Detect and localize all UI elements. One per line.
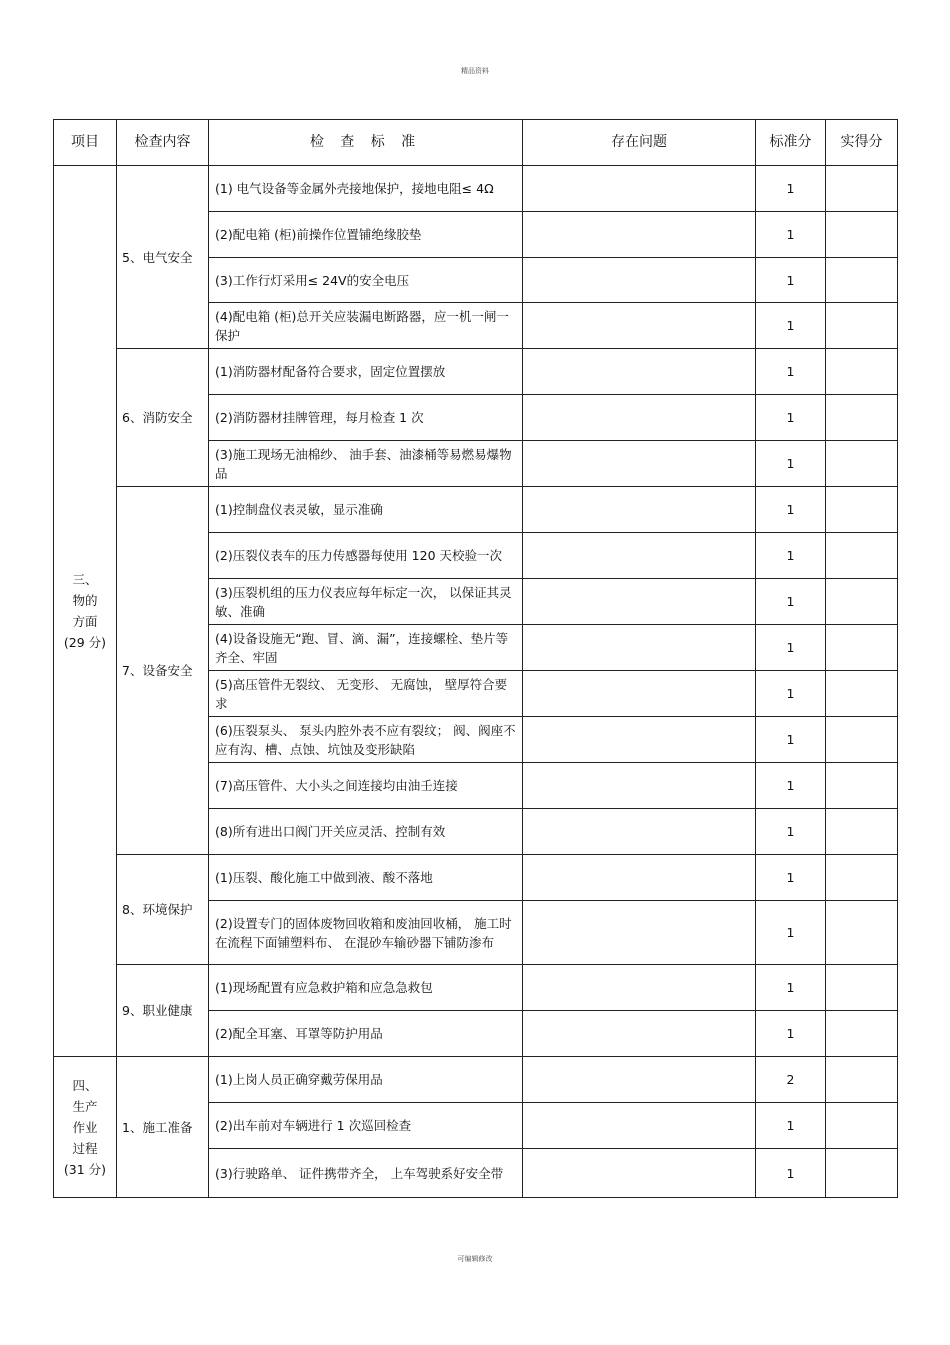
criterion-cell: (4)配电箱 (柜)总开关应装漏电断路器，应一机一闸一保护 [209, 303, 523, 349]
page-header-note: 精品资料 [461, 67, 489, 75]
category-cell: 6、消防安全 [117, 349, 209, 487]
standard-score-cell: 1 [756, 349, 826, 395]
criterion-cell: (7)高压管件、大小头之间连接均由油壬连接 [209, 763, 523, 809]
standard-score-cell: 1 [756, 763, 826, 809]
table-row [54, 965, 898, 1011]
actual-score-cell[interactable] [826, 1149, 898, 1198]
actual-score-cell[interactable] [826, 1057, 898, 1103]
criterion-cell: (1)现场配置有应急救护箱和应急急救包 [209, 965, 523, 1011]
project-label-line: 四、 [72, 1077, 98, 1093]
project-label-line: 方面 [72, 614, 98, 629]
actual-score-cell[interactable] [826, 166, 898, 212]
category-cell: 5、电气安全 [117, 166, 209, 349]
issues-cell[interactable] [523, 487, 756, 533]
actual-score-cell[interactable] [826, 349, 898, 395]
actual-score-cell[interactable] [826, 487, 898, 533]
actual-score-cell[interactable] [826, 258, 898, 303]
criterion-cell: (2)消防器材挂牌管理，每月检查 1 次 [209, 395, 523, 441]
standard-score-cell: 1 [756, 212, 826, 258]
page-footer-note: 可编辑修改 [457, 1255, 493, 1263]
criterion-cell: (3)压裂机组的压力仪表应每年标定一次， 以保证其灵敏、准确 [209, 579, 523, 625]
criterion-cell: (1)控制盘仪表灵敏，显示准确 [209, 487, 523, 533]
standard-score-cell: 1 [756, 395, 826, 441]
actual-score-cell[interactable] [826, 625, 898, 671]
standard-score-cell: 1 [756, 965, 826, 1011]
project-label-line: (31 分) [63, 1161, 107, 1177]
table-row [54, 349, 898, 395]
actual-score-cell[interactable] [826, 855, 898, 901]
actual-score-cell[interactable] [826, 1103, 898, 1149]
issues-cell[interactable] [523, 717, 756, 763]
header-issues: 存在问题 [523, 120, 756, 166]
issues-cell[interactable] [523, 855, 756, 901]
criterion-cell: (2)设置专门的固体废物回收箱和废油回收桶， 施工时在流程下面铺塑料布、 在混砂车输砂器下铺防渗布 [209, 901, 523, 965]
actual-score-cell[interactable] [826, 212, 898, 258]
actual-score-cell[interactable] [826, 809, 898, 855]
criterion-cell: (3)行驶路单、 证件携带齐全， 上车驾驶系好安全带 [209, 1149, 523, 1198]
criterion-cell: (4)设备设施无“跑、冒、滴、漏”，连接螺栓、垫片等齐全、牢固 [209, 625, 523, 671]
header-standard: 检 查 标 准 [209, 120, 523, 166]
table-row [54, 166, 898, 212]
header-standard-score: 标准分 [756, 120, 826, 166]
header-content: 检查内容 [117, 120, 209, 166]
category-cell: 1、施工准备 [117, 1057, 209, 1198]
actual-score-cell[interactable] [826, 441, 898, 487]
project-label-line: 三、 [72, 572, 98, 587]
standard-score-cell: 1 [756, 579, 826, 625]
table-row [54, 487, 898, 533]
issues-cell[interactable] [523, 303, 756, 349]
issues-cell[interactable] [523, 212, 756, 258]
issues-cell[interactable] [523, 258, 756, 303]
criterion-cell: (2)配全耳塞、耳罩等防护用品 [209, 1011, 523, 1057]
project-cell [54, 1057, 117, 1198]
criterion-cell: (1)压裂、酸化施工中做到液、酸不落地 [209, 855, 523, 901]
criterion-cell: (2)出车前对车辆进行 1 次巡回检查 [209, 1103, 523, 1149]
issues-cell[interactable] [523, 625, 756, 671]
standard-score-cell: 1 [756, 717, 826, 763]
standard-score-cell: 1 [756, 1103, 826, 1149]
standard-score-cell: 1 [756, 809, 826, 855]
issues-cell[interactable] [523, 441, 756, 487]
issues-cell[interactable] [523, 1149, 756, 1198]
actual-score-cell[interactable] [826, 303, 898, 349]
criterion-cell: (1) 电气设备等金属外壳接地保护，接地电阻≤ 4Ω [209, 166, 523, 212]
table-row [54, 1057, 898, 1103]
criterion-cell: (6)压裂泵头、 泵头内腔外表不应有裂纹； 阀、阀座不应有沟、槽、点蚀、坑蚀及变形缺陷 [209, 717, 523, 763]
issues-cell[interactable] [523, 395, 756, 441]
actual-score-cell[interactable] [826, 763, 898, 809]
project-label-line: 物的 [72, 593, 98, 608]
actual-score-cell[interactable] [826, 533, 898, 579]
inspection-table [53, 119, 898, 1198]
standard-score-cell: 1 [756, 303, 826, 349]
project-label-line: 过程 [72, 1140, 98, 1156]
actual-score-cell[interactable] [826, 395, 898, 441]
category-cell: 8、环境保护 [117, 855, 209, 965]
criterion-cell: (1)消防器材配备符合要求，固定位置摆放 [209, 349, 523, 395]
issues-cell[interactable] [523, 809, 756, 855]
standard-score-cell: 1 [756, 625, 826, 671]
standard-score-cell: 1 [756, 901, 826, 965]
project-label-line: 作业 [72, 1119, 98, 1135]
category-cell: 9、职业健康 [117, 965, 209, 1057]
actual-score-cell[interactable] [826, 965, 898, 1011]
project-label-line: (29 分) [63, 635, 107, 650]
standard-score-cell: 1 [756, 487, 826, 533]
standard-score-cell: 1 [756, 671, 826, 717]
actual-score-cell[interactable] [826, 671, 898, 717]
project-label-line: 生产 [72, 1098, 98, 1114]
actual-score-cell[interactable] [826, 901, 898, 965]
issues-cell[interactable] [523, 901, 756, 965]
issues-cell[interactable] [523, 579, 756, 625]
issues-cell[interactable] [523, 763, 756, 809]
issues-cell[interactable] [523, 671, 756, 717]
criterion-cell: (3)工作行灯采用≤ 24V的安全电压 [209, 258, 523, 303]
actual-score-cell[interactable] [826, 717, 898, 763]
table-header-row [54, 120, 898, 166]
issues-cell[interactable] [523, 965, 756, 1011]
actual-score-cell[interactable] [826, 579, 898, 625]
issues-cell[interactable] [523, 349, 756, 395]
criterion-cell: (8)所有进出口阀门开关应灵活、控制有效 [209, 809, 523, 855]
issues-cell[interactable] [523, 1011, 756, 1057]
standard-score-cell: 1 [756, 1011, 826, 1057]
header-actual-score: 实得分 [826, 120, 898, 166]
issues-cell[interactable] [523, 533, 756, 579]
standard-score-cell: 1 [756, 855, 826, 901]
standard-score-cell: 1 [756, 258, 826, 303]
standard-score-cell: 1 [756, 1149, 826, 1198]
header-project: 项目 [54, 120, 117, 166]
project-cell [54, 166, 117, 1057]
issues-cell[interactable] [523, 1057, 756, 1103]
table-body [54, 166, 898, 1198]
standard-score-cell: 1 [756, 533, 826, 579]
issues-cell[interactable] [523, 1103, 756, 1149]
criterion-cell: (5)高压管件无裂纹、 无变形、 无腐蚀， 壁厚符合要求 [209, 671, 523, 717]
issues-cell[interactable] [523, 166, 756, 212]
actual-score-cell[interactable] [826, 1011, 898, 1057]
criterion-cell: (1)上岗人员正确穿戴劳保用品 [209, 1057, 523, 1103]
criterion-cell: (3)施工现场无油棉纱、 油手套、油漆桶等易燃易爆物品 [209, 441, 523, 487]
standard-score-cell: 1 [756, 441, 826, 487]
table-row [54, 855, 898, 901]
standard-score-cell: 1 [756, 166, 826, 212]
criterion-cell: (2)配电箱 (柜)前操作位置铺绝缘胶垫 [209, 212, 523, 258]
category-cell: 7、设备安全 [117, 487, 209, 855]
criterion-cell: (2)压裂仪表车的压力传感器每使用 120 天校验一次 [209, 533, 523, 579]
standard-score-cell: 2 [756, 1057, 826, 1103]
